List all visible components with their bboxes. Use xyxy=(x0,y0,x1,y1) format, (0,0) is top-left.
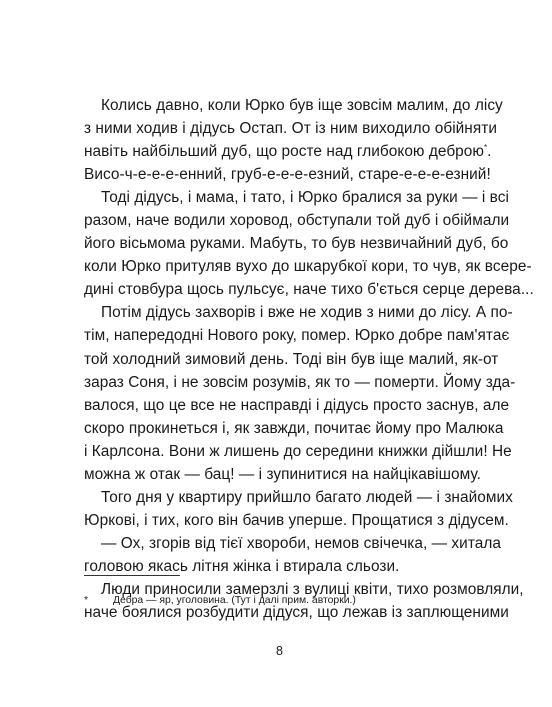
footnote-reference: * xyxy=(484,143,488,153)
footnote-text: Дебра — яр, уголовина. (Тут і далі прим. авторки.) xyxy=(113,595,356,606)
text-line: скоро прокинеться і, як завжди, почитає йому про Малюка xyxy=(84,419,504,437)
text-line: валося, що це все не насправді і дідусь просто заснув, але xyxy=(84,396,510,414)
text-line: Колись давно, коли Юрко був іще зовсім малим, до лісу xyxy=(101,97,503,114)
text-line: разом, наче водили хоровод, обступали той дуб і обіймали xyxy=(84,212,510,230)
text-line: його вісьмома руками. Мабуть, то був незвичайний дуб, бо xyxy=(84,235,509,253)
body-text xyxy=(84,94,534,624)
text-line: тім, напередодні Нового року, помер. Юрко добре пам'ятає xyxy=(84,327,510,345)
text-line: навіть найбільший дуб, що росте над глибокою деброю*. xyxy=(84,143,492,161)
text-line: Тоді дідусь, і мама, і тато, і Юрко бралися за руки — і всі xyxy=(101,189,509,207)
text-line: головою якась літня жінка і втирала сльози. xyxy=(84,557,400,575)
text-line: і Карлсона. Вони ж лишень до середини книжки дійшли! Не xyxy=(84,442,512,460)
text-line: — Ох, згорів від тієї хвороби, немов свічечка, — хитала xyxy=(101,534,501,552)
text-line: Потім дідусь захворів і вже не ходив з ними до лісу. А по- xyxy=(101,304,513,322)
text-line: коли Юрко притуляв вухо до шкарубкої кори, то чув, як всере- xyxy=(84,258,532,276)
footnote-marker: * xyxy=(84,595,89,606)
footnote xyxy=(84,594,504,608)
text-line: дині стовбура щось пульсує, наче тихо б'ється серце дерева... xyxy=(84,281,534,299)
text-line: Того дня у квартиру прийшло багато людей — і знайомих xyxy=(101,488,513,506)
text-line: той холодний зимовий день. Тоді він був іще малий, як-от xyxy=(84,350,499,368)
text-line: зараз Соня, і не зовсім розумів, як то — померти. Йому зда- xyxy=(84,373,516,391)
footnote-divider xyxy=(84,575,180,576)
text-line: Юркові, і тих, кого він бачив уперше. Прощатися з дідусем. xyxy=(84,511,509,529)
text-line: Люди приносили замерзлі з вулиці квіти, тихо розмовляли, xyxy=(101,580,524,598)
text-line: наче боялися розбудити дідуся, що лежав із заплющеними xyxy=(84,604,509,622)
text-line: Висо-ч-е-е-е-енний, груб-е-е-е-езний, старе-е-е-е-езний! xyxy=(84,166,491,184)
text-line-content: навіть найбільший дуб, що росте над глибокою деброю xyxy=(84,143,484,161)
text-line: можна ж отак — бац! — і зупинитися на найцікавішому. xyxy=(84,465,481,483)
text-line: з ними ходив і дідусь Остап. От із ним виходило обійняти xyxy=(84,120,497,138)
page-number: 8 xyxy=(276,644,283,658)
